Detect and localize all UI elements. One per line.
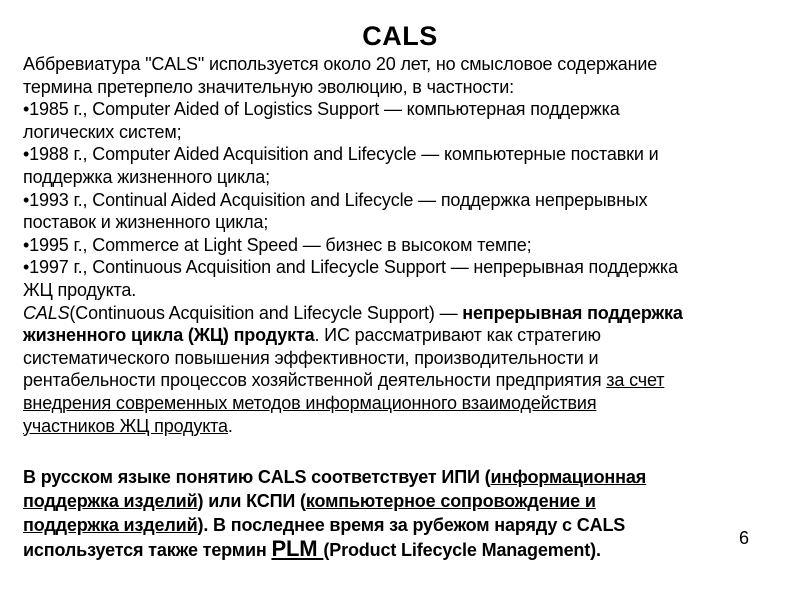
note-line <box>23 514 783 538</box>
note-text: ) или КСПИ ( <box>197 490 306 511</box>
definition-line <box>23 392 783 415</box>
history-item: •1988 г., Computer Aided Acquisition and Lifecycle — компьютерные поставки и <box>23 144 659 165</box>
history-item-continued: поддержка жизненного цикла; <box>23 166 270 187</box>
note-text: используется также термин <box>23 540 272 561</box>
definition-text: рентабельности процессов хозяйственной деятельности предприятия <box>23 370 607 391</box>
kspi-term: поддержка изделий <box>23 514 198 535</box>
underlined-phrase: участников ЖЦ продукта <box>23 415 228 436</box>
cals-expansion: (Continuous Acquisition and Lifecycle Support) — <box>69 302 463 323</box>
history-item-continued: ЖЦ продукта. <box>23 279 137 300</box>
definition-emphasis: непрерывная поддержка <box>462 302 683 323</box>
note-text: В русском языке понятию CALS соответствует ИПИ ( <box>23 467 491 487</box>
definition-line: систематического повышения эффективности, производительности и <box>23 347 599 368</box>
definition-line <box>23 324 783 347</box>
definition-emphasis: жизненного цикла (ЖЦ) продукта <box>23 325 315 346</box>
underlined-phrase: внедрения современных методов информационного взаимодействия <box>23 392 597 413</box>
history-item-continued: логических систем; <box>23 121 182 142</box>
note-line <box>23 537 783 563</box>
ipi-term: информационная <box>490 467 647 487</box>
note-text: ). В последнее время за рубежом наряду с CALS <box>197 514 626 535</box>
note-line <box>23 490 783 514</box>
slide-title: CALS <box>362 21 438 51</box>
history-item: •1995 г., Commerce at Light Speed — бизнес в высоком темпе; <box>23 234 532 255</box>
history-item: •1997 г., Continuous Acquisition and Lifecycle Support — непрерывная поддержка <box>23 257 678 278</box>
history-item-continued: поставок и жизненного цикла; <box>23 212 269 233</box>
definition-line <box>23 415 783 438</box>
underlined-phrase: за счет <box>606 370 665 391</box>
plm-term: PLM <box>271 536 324 562</box>
intro-line: термина претерпело значительную эволюцию, в частности: <box>23 76 514 97</box>
page-number: 6 <box>739 528 750 548</box>
main-text-block <box>23 53 783 437</box>
cals-term: CALS <box>23 302 70 323</box>
note-line <box>23 466 783 490</box>
definition-text: . ИС рассматривают как стратегию <box>314 325 601 346</box>
history-item: •1993 г., Continual Aided Acquisition and Lifecycle — поддержка непрерывных <box>23 189 648 210</box>
russian-note-block <box>23 466 783 563</box>
definition-line <box>23 302 783 325</box>
intro-line: Аббревиатура "CALS" используется около 20 лет, но смысловое содержание <box>23 54 658 74</box>
history-item: •1985 г., Computer Aided of Logistics Support — компьютерная поддержка <box>23 99 620 120</box>
note-text: (Product Lifecycle Management). <box>323 540 601 561</box>
definition-line <box>23 369 783 392</box>
ipi-term: поддержка изделий <box>23 490 198 511</box>
kspi-term: компьютерное сопровождение и <box>305 490 596 511</box>
definition-text: . <box>227 415 233 436</box>
